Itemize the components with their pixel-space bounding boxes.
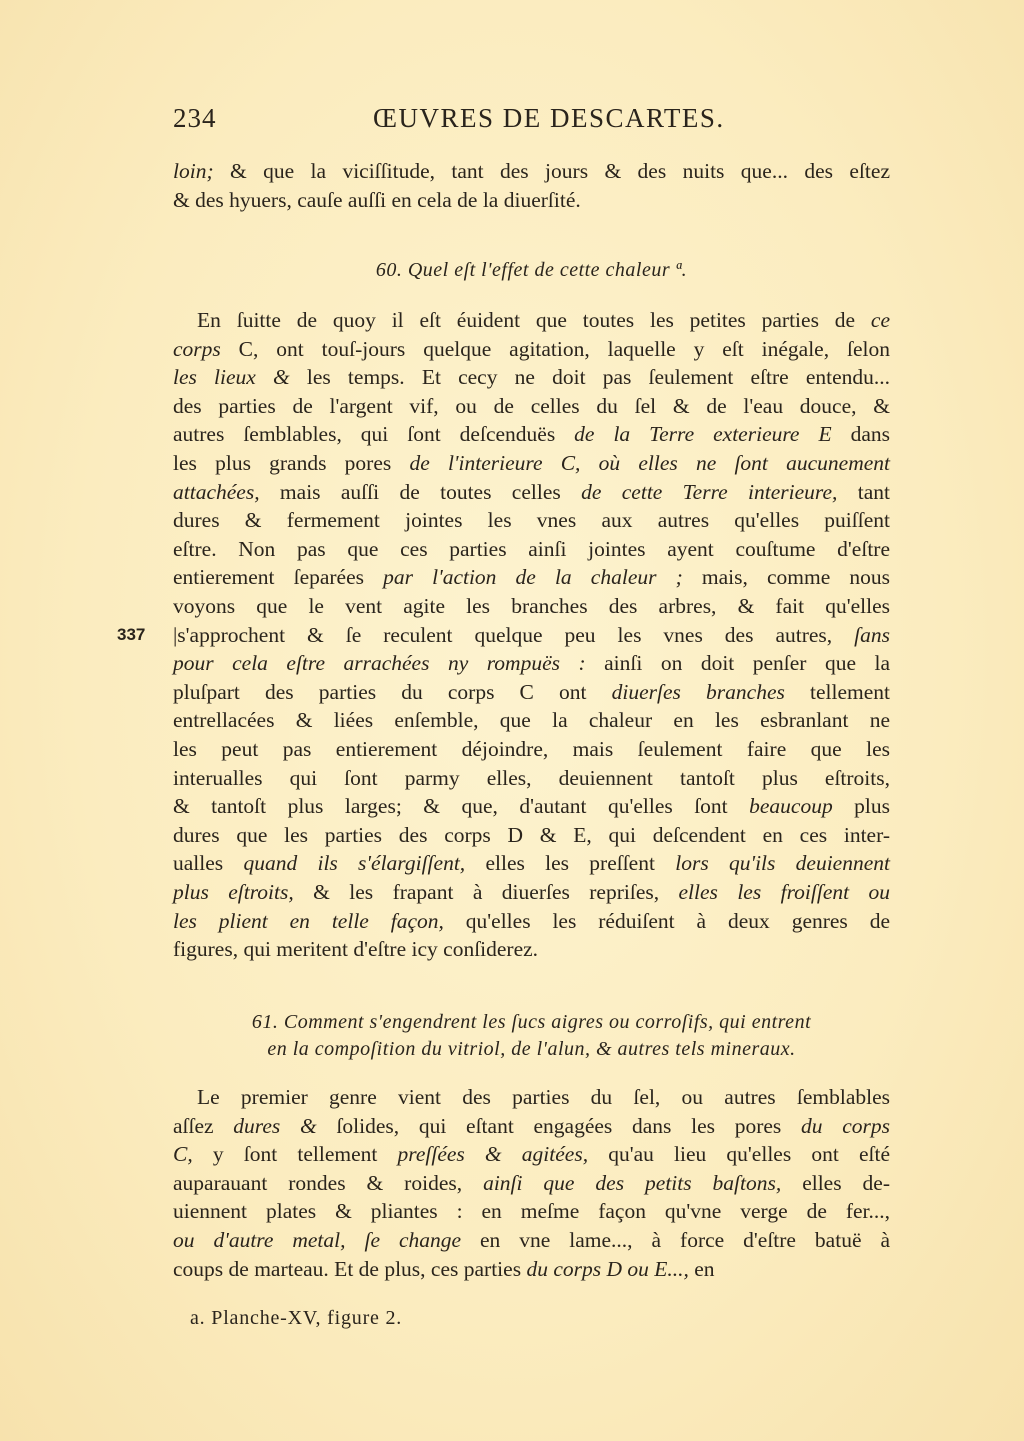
italic-text: de l'interieure C, où elles ne ſont aucunement [409,451,890,475]
italic-text: quand ils s'élargiſſent, [243,851,466,876]
body-text: voyons que le vent agite les branches des arbres, & fait qu'elles [173,594,890,618]
intro-italic-word: loin; [173,159,214,183]
italic-text: ſans [854,622,890,647]
body-text: les peut pas entierement déjoindre, mais ſeulement faire que les [173,737,890,761]
body-text: en [688,1256,715,1281]
body-text: autres ſemblables, qui ſont deſcenduës [173,422,575,447]
body-text: |s'approchent & ſe reculent quelque peu les vnes des autres, [173,622,855,647]
body-text: auparauant rondes & roides, [173,1170,484,1195]
body-text: ſolides, qui eſtant engagées dans les pores [316,1113,802,1138]
italic-text: du corps D ou E..., [526,1256,689,1281]
body-text: & tantoſt plus larges; & que, d'autant qu'elles ſont [173,794,750,819]
body-text: en vne lame..., à force d'eſtre batuë à [461,1228,890,1252]
italic-text: C, [173,1142,193,1167]
section-61-line [173,1112,890,1140]
body-text: figures, qui meritent d'eſtre icy conſiderez. [173,937,539,962]
section-61-line [173,1197,890,1225]
section-60-line [173,535,890,563]
italic-text: ou d'autre metal, ſe change [173,1228,462,1252]
margin-reference-number: 337 [117,625,146,644]
body-text: mais auſſi de toutes celles [259,479,582,504]
italic-text: lors qu'ils deuiennent [675,851,890,876]
italic-text: ce [870,308,890,332]
body-text: entierement ſeparées [173,565,384,590]
section-60-line [173,621,890,649]
body-text: eſtre. Non pas que ces parties ainſi jointes ayent couſtume d'eſtre [173,536,890,561]
section-60-line [173,478,890,506]
italic-text: plus eſtroits, [173,880,294,904]
section-60-line [173,649,890,677]
section-61-line [173,1169,890,1197]
intro-line-1 [173,157,890,185]
italic-text: beaucoup [749,794,833,819]
section-60-line [173,678,890,706]
section-61-line [173,1255,890,1283]
section-60-line [173,335,890,363]
body-text: les plus grands pores [173,451,410,475]
section-60-line [173,849,890,877]
italic-text: de cette Terre interieure, [581,479,838,504]
section-60-line [173,420,890,448]
italic-text: ainſi que des petits baſtons, [483,1170,782,1195]
body-text: mais, comme nous [682,565,890,590]
section-60-line [173,821,890,849]
running-head [173,103,886,143]
italic-text: les lieux & [173,365,307,390]
section-60-line [173,449,890,477]
footnote: a. Planche-XV, figure 2. [190,1307,403,1329]
body-text: coups de marteau. Et de plus, ces parties [173,1256,527,1281]
italic-text: diuerſes branches [611,679,785,704]
section-60-heading: 60. Quel eſt l'effet de cette chaleur ª. [375,259,688,281]
body-text: interualles qui ſont parmy elles, deuiennent tantoſt plus eſtroits, [173,765,890,790]
section-60-line [197,306,890,334]
section-61-line [197,1083,890,1111]
italic-text: elles les froiſſent ou [678,880,890,904]
body-text: les temps. Et cecy ne doit pas ſeulement eſtre entendu... [306,365,891,390]
body-text: dures que les parties des corps D & E, qui deſcendent en ces inter- [173,822,890,847]
section-61-line [173,1226,890,1254]
body-text: ualles [173,851,244,876]
body-text: elles de- [781,1170,890,1195]
section-61-heading-line-2: en la compoſition du vitriol, de l'alun, & autres tels mineraux. [267,1038,796,1060]
intro-line-1-text: & que la viciſſitude, tant des jours & des nuits que... des eſtez [213,159,890,183]
intro-line-2: & des hyuers, cauſe auſſi en cela de la diuerſité. [173,188,581,212]
section-60-line [173,563,890,591]
italic-text: les plient en telle façon, [173,908,444,933]
body-text: Le premier genre vient des parties du ſel, ou autres ſemblables [197,1085,890,1109]
body-text: des parties de l'argent vif, ou de celles du ſel & de l'eau douce, & [173,393,890,418]
italic-text: corps [173,336,221,361]
section-60-line [173,878,890,906]
body-text: uiennent plates & pliantes : en meſme façon qu'vne verge de fer..., [173,1199,890,1224]
section-60-line [173,506,890,534]
body-text: y ſont tellement [192,1142,398,1167]
body-text: elles les preſſent [465,851,676,876]
italic-text: attachées, [173,479,260,504]
body-text: aſſez [173,1113,234,1138]
italic-text: de la Terre exterieure E [574,422,832,447]
italic-text: dures & [233,1113,317,1138]
section-60-line [173,907,890,935]
italic-text: par l'action de la chaleur ; [383,565,683,590]
body-text: qu'elles les réduiſent à deux genres de [443,908,890,933]
section-61-line [173,1140,890,1168]
body-text: dans [831,422,890,447]
italic-text: du corps [801,1113,891,1138]
section-60-line [173,792,890,820]
body-text: plus [832,794,891,819]
body-text: qu'au lieu qu'elles ont eſté [588,1142,891,1167]
body-text: pluſpart des parties du corps C ont [173,679,612,704]
italic-text: preſſées & agitées, [397,1142,589,1167]
section-60-line [173,935,890,963]
section-60-line [173,764,890,792]
body-text: tant [837,479,890,504]
body-text: En ſuitte de quoy il eſt éuident que toutes les petites parties de [197,308,871,332]
running-title: ŒUVRES DE DESCARTES. [373,103,725,133]
section-60-line [173,392,890,420]
section-60-line [173,706,890,734]
body-text: entrellacées & liées enſemble, que la chaleur en les esbranlant ne [173,708,890,733]
body-text: & les frapant à diuerſes repriſes, [293,880,679,904]
section-60-line [173,592,890,620]
section-61-heading-line-1: 61. Comment s'engendrent les ſucs aigres ou corroſifs, qui entrent [251,1011,812,1033]
page-number: 234 [173,103,217,133]
body-text: dures & fermement jointes les vnes aux autres qu'elles puiſſent [173,508,890,533]
body-text: tellement [784,679,890,704]
body-text: C, ont touſ-jours quelque agitation, laquelle y eſt inégale, ſelon [220,336,890,361]
section-60-line [173,363,890,391]
body-text: ainſi on doit penſer que la [585,651,890,676]
section-60-line [173,735,890,763]
italic-text: pour cela eſtre arrachées ny rompuës : [173,651,586,676]
